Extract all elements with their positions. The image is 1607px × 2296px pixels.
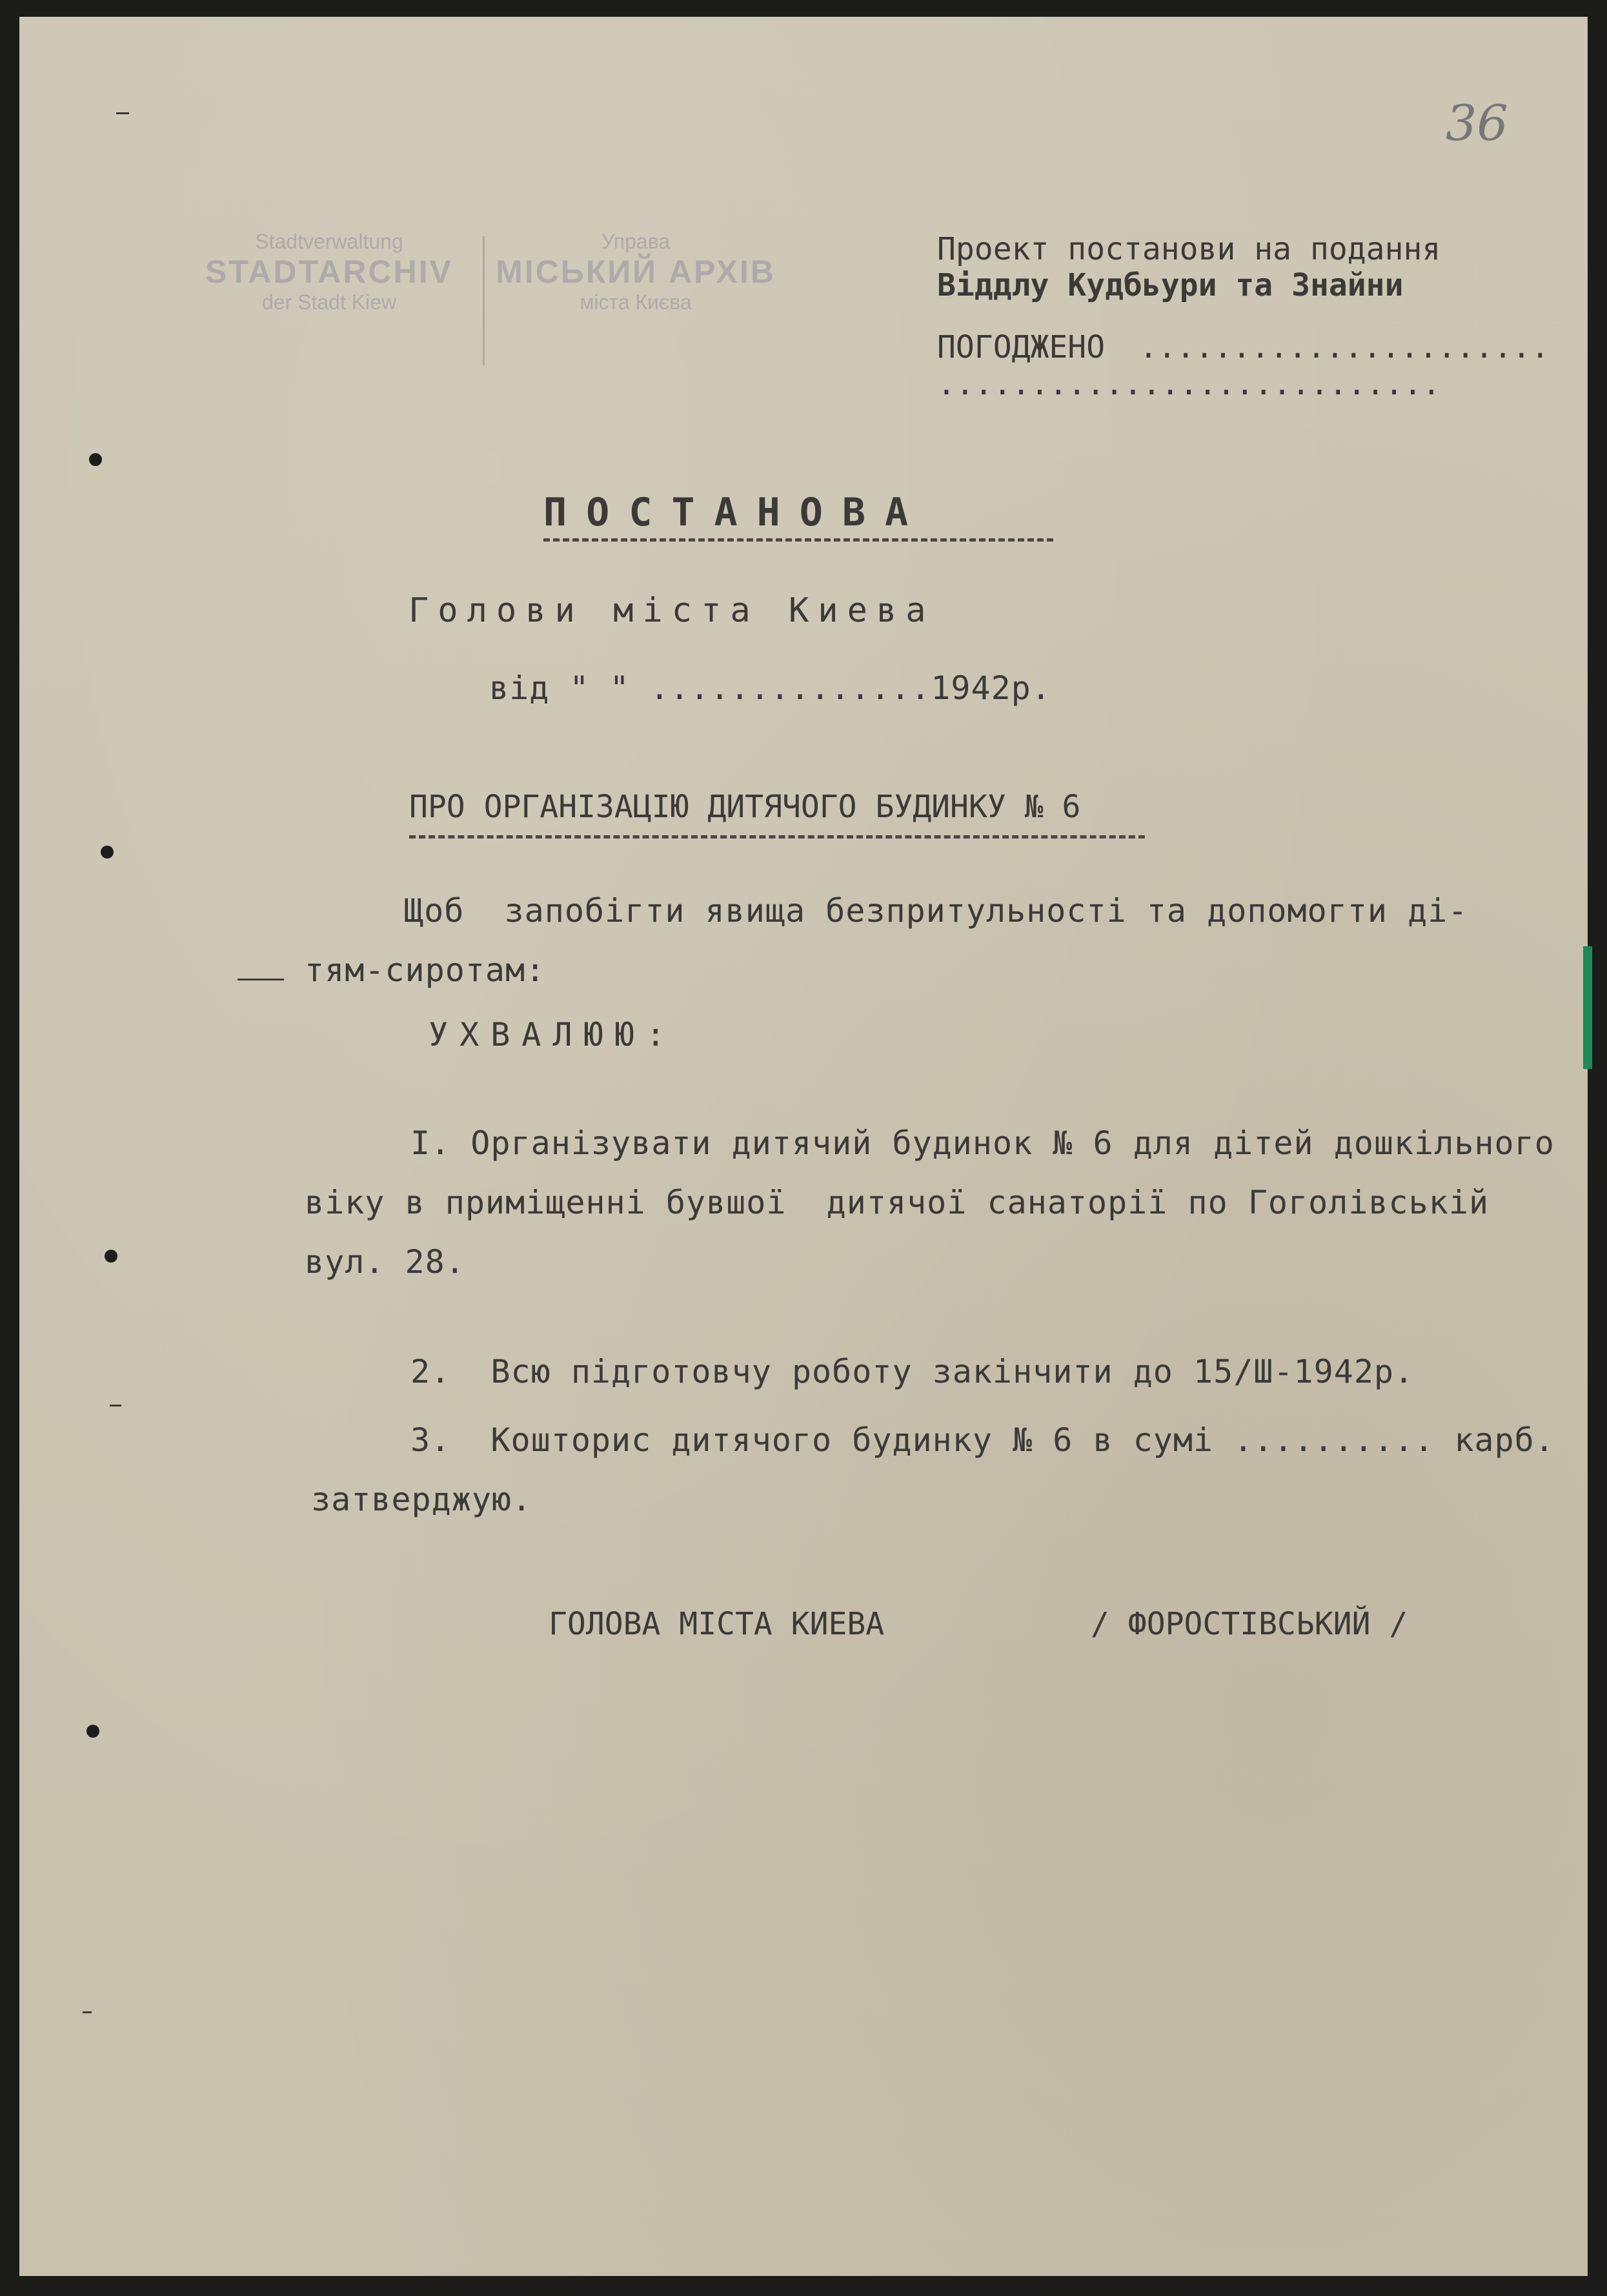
preamble-line2: тям-сиротам: — [305, 951, 546, 989]
header-note-line1: Проект постанови на подання — [937, 231, 1441, 267]
point-3-line1: 3. Кошторис дитячого будинку № 6 в сумі .......... карб. — [410, 1421, 1555, 1459]
approved-dots-line: ........................... — [937, 366, 1441, 402]
signature-position: ГОЛОВА МІСТА КИЕВА — [549, 1606, 885, 1642]
header-note-line2: Віддлу Кудбьури та Знайни — [937, 267, 1404, 303]
stamp-divider — [483, 236, 485, 365]
stamp-left-line2: STADTARCHIV — [205, 253, 453, 290]
title-underline — [543, 538, 1053, 542]
resolve-word: УХВАЛЮЮ: — [429, 1016, 677, 1053]
archive-stamp — [187, 230, 781, 378]
approved-label: ПОГОДЖЕНО — [937, 329, 1106, 365]
margin-mark — [110, 1405, 121, 1407]
stamp-left — [187, 230, 471, 314]
edge-tab — [1583, 946, 1592, 1069]
point-3-line2: затверджую. — [311, 1481, 532, 1518]
binding-hole — [86, 1725, 99, 1738]
binding-hole — [89, 453, 102, 466]
preamble-line1: Щоб запобігти явища безпритульності та допомогти ді- — [404, 892, 1468, 930]
stamp-left-line1: Stadtverwaltung — [255, 230, 403, 253]
stamp-right-line2: МІСЬКИЙ АРХІВ — [496, 253, 776, 290]
point-2-line1: 2. Всю підготовчу роботу закінчити до 15/Ш-1942р. — [410, 1353, 1415, 1390]
stamp-right-line3: міста Києва — [580, 290, 692, 314]
stamp-left-line3: der Stadt Kiew — [261, 290, 397, 314]
binding-hole — [101, 846, 114, 858]
document-title: ПОСТАНОВА — [543, 490, 928, 535]
margin-mark — [83, 2011, 92, 2013]
point-1-line2: віку в приміщенні бувшої дитячої санаторії по Гоголівській — [305, 1184, 1490, 1221]
margin-mark — [116, 112, 129, 114]
document-page — [19, 17, 1588, 2276]
point-1-line1: І. Організувати дитячий будинок № 6 для дітей дошкільного — [410, 1124, 1555, 1162]
point-1-line3: вул. 28. — [305, 1243, 465, 1281]
subject-line: ПРО ОРГАНІЗАЦІЮ ДИТЯЧОГО БУДИНКУ № 6 — [409, 789, 1081, 825]
binding-hole — [105, 1250, 117, 1263]
folio-number: 36 — [1446, 94, 1508, 152]
subject-underline — [409, 835, 1145, 838]
approved-dots: ...................... — [1139, 329, 1550, 365]
stamp-right — [494, 230, 778, 314]
signature-name: / ФОРОСТІВСЬКИЙ / — [1091, 1606, 1408, 1642]
margin-tick — [238, 979, 284, 980]
stamp-right-line1: Управа — [601, 230, 671, 253]
date-line: від " " ..............1942р. — [489, 669, 1051, 707]
document-subtitle: Голови міста Киева — [409, 591, 935, 630]
